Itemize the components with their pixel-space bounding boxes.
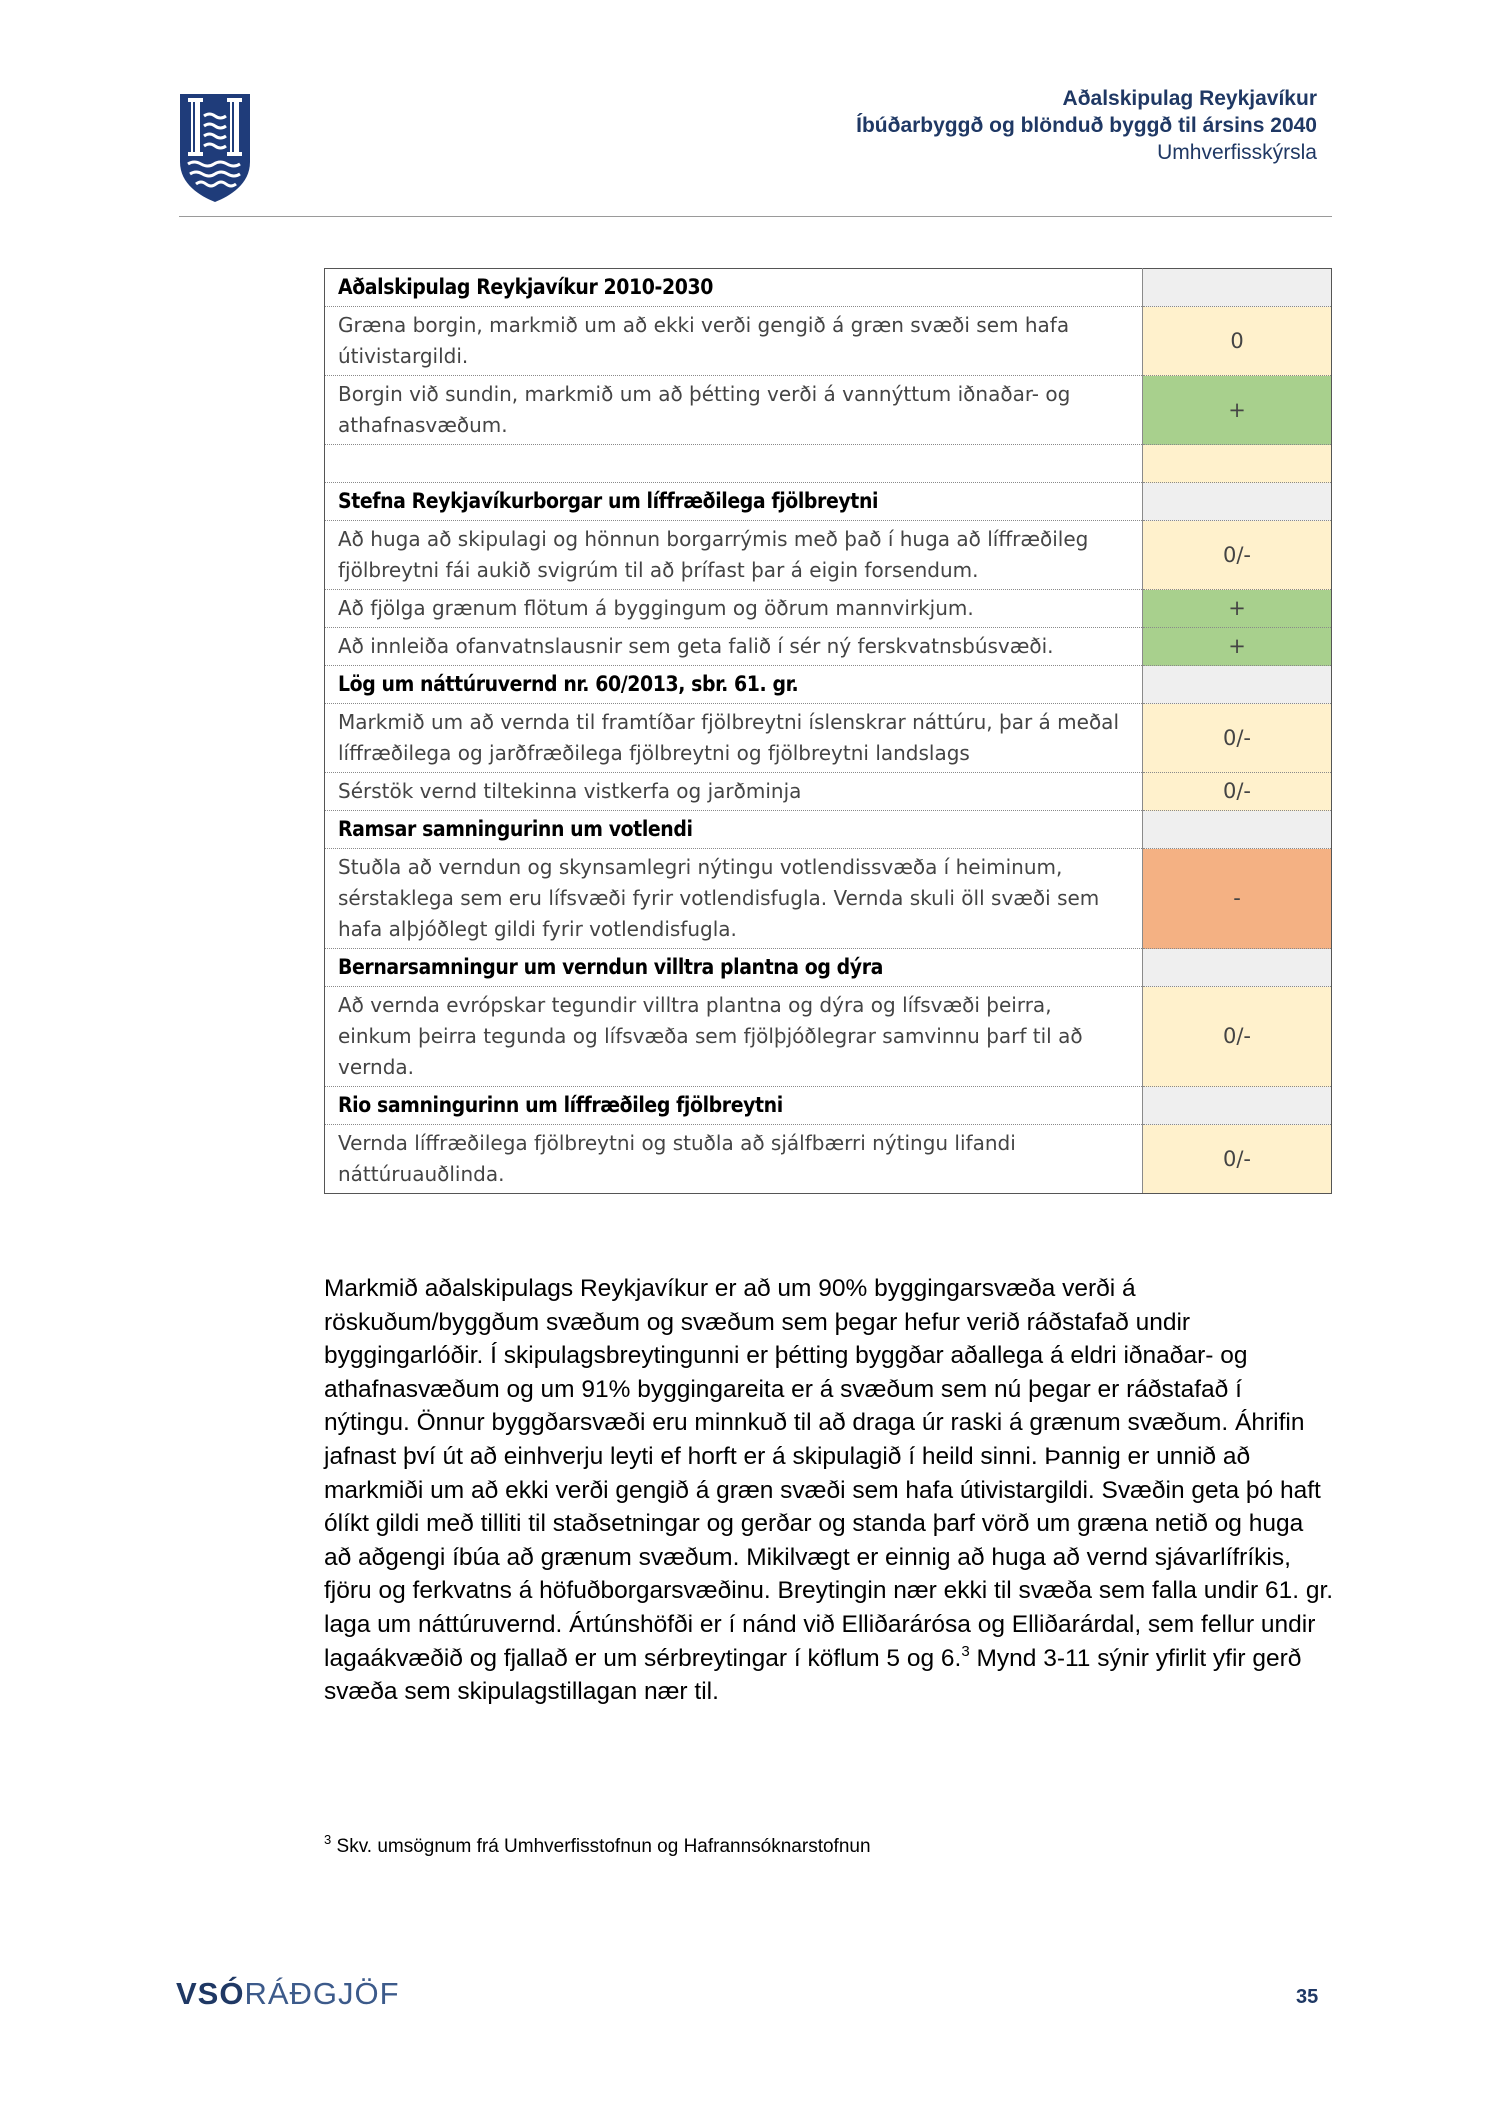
- table-section-heading-row: [325, 483, 1332, 521]
- header-divider: [179, 216, 1332, 217]
- header-title: Aðalskipulag Reykjavíkur: [1062, 87, 1317, 110]
- section-heading-cell: Aðalskipulag Reykjavíkur 2010-2030: [325, 269, 1143, 307]
- table-section-heading-row: [325, 811, 1332, 849]
- table-row: [325, 704, 1332, 773]
- section-heading-cell: Rio samningurinn um líffræðileg fjölbreytni: [325, 1087, 1143, 1125]
- table-section-heading-row: [325, 666, 1332, 704]
- score-cell: +: [1143, 628, 1332, 666]
- criterion-cell: Græna borgin, markmið um að ekki verði gengið á græn svæði sem hafa útivistargildi.: [325, 307, 1143, 376]
- document-header: [856, 86, 1317, 167]
- score-cell: 0/-: [1143, 1125, 1332, 1194]
- footnote: [324, 1832, 871, 1858]
- footer-brand-light: RÁÐGJÖF: [244, 1976, 400, 2011]
- score-cell: 0/-: [1143, 704, 1332, 773]
- score-cell: [1143, 1087, 1332, 1125]
- table-row: [325, 521, 1332, 590]
- body-paragraph: [324, 1272, 1334, 1709]
- table-row: [325, 376, 1332, 445]
- score-cell: [1143, 483, 1332, 521]
- score-cell: 0/-: [1143, 773, 1332, 811]
- criterion-cell: Að huga að skipulagi og hönnun borgarrýmis með það í huga að líffræðileg fjölbreytni fái aukið svigrúm til að þrífast þar á eigin forsendum.: [325, 521, 1143, 590]
- score-cell: 0/-: [1143, 987, 1332, 1087]
- score-cell: [1143, 445, 1332, 483]
- criterion-cell: Að fjölga grænum flötum á byggingum og öðrum mannvirkjum.: [325, 590, 1143, 628]
- score-cell: [1143, 949, 1332, 987]
- criterion-cell: Að innleiða ofanvatnslausnir sem geta falið í sér ný ferskvatnsbúsvæði.: [325, 628, 1143, 666]
- criterion-cell: Stuðla að verndun og skynsamlegri nýtingu votlendissvæða í heiminum, sérstaklega sem eru lífsvæði fyrir votlendisfugla. Vernda skuli öll svæði sem hafa alþjóðlegt gildi fyrir votlendisfugla.: [325, 849, 1143, 949]
- criterion-cell: Að vernda evrópskar tegundir villtra plantna og dýra og lífsvæði þeirra, einkum þeirra tegunda og lífsvæða sem fjölþjóðlegrar samvinnu þarf til að vernda.: [325, 987, 1143, 1087]
- section-heading-cell: Ramsar samningurinn um votlendi: [325, 811, 1143, 849]
- footnote-number: 3: [324, 1832, 332, 1847]
- table-section-heading-row: [325, 1087, 1332, 1125]
- score-cell: 0: [1143, 307, 1332, 376]
- footer-brand-bold: VSÓ: [176, 1976, 245, 2011]
- criterion-cell: Sérstök vernd tiltekinna vistkerfa og jarðminja: [325, 773, 1143, 811]
- table-row: [325, 590, 1332, 628]
- footnote-reference[interactable]: 3: [961, 1642, 970, 1660]
- score-cell: [1143, 269, 1332, 307]
- assessment-table: [324, 268, 1332, 1194]
- criterion-cell: Borgin við sundin, markmið um að þétting verði á vannýttum iðnaðar- og athafnasvæðum.: [325, 376, 1143, 445]
- criterion-cell: [325, 445, 1143, 483]
- table-row: [325, 445, 1332, 483]
- header-report-type: Umhverfisskýrsla: [1157, 140, 1317, 164]
- page-number: 35: [1296, 1986, 1319, 2008]
- section-heading-cell: Stefna Reykjavíkurborgar um líffræðilega fjölbreytni: [325, 483, 1143, 521]
- score-cell: -: [1143, 849, 1332, 949]
- body-paragraph-figure-ref: Mynd 3-11 sýnir yfirlit yfir gerð svæða sem skipulagstillagan nær til.: [324, 1644, 1302, 1706]
- table-row: [325, 773, 1332, 811]
- score-cell: [1143, 811, 1332, 849]
- score-cell: [1143, 666, 1332, 704]
- table-row: [325, 628, 1332, 666]
- table-row: [325, 307, 1332, 376]
- table-row: [325, 987, 1332, 1087]
- section-heading-cell: Lög um náttúruvernd nr. 60/2013, sbr. 61. gr.: [325, 666, 1143, 704]
- table-row: [325, 1125, 1332, 1194]
- score-cell: +: [1143, 590, 1332, 628]
- score-cell: 0/-: [1143, 521, 1332, 590]
- table-section-heading-row: [325, 949, 1332, 987]
- header-subtitle: Íbúðarbyggð og blönduð byggð til ársins 2040: [856, 113, 1317, 137]
- body-paragraph-text: Markmið aðalskipulags Reykjavíkur er að um 90% byggingarsvæða verði á röskuðum/byggðum svæðum og svæðum sem þegar hefur verið ráðstafað undir byggingarlóðir. Í skipulagsbreytingunni er þétting byggðar aðallega á eldri iðnaðar- og athafnasvæðum og um 91% byggingareita er á svæðum sem nú þegar er ráðstafað í nýtingu. Önnur byggðarsvæði eru minnkuð til að draga úr raski á grænum svæðum. Áhrifin jafnast því út að einhverju leyti ef horft er á skipulagið í heild sinni. Þannig er unnið að markmiði um að ekki verði gengið á græn svæði sem hafa útivistargildi. Svæðin geta þó haft ólíkt gildi með tilliti til staðsetningar og gerðar og standa þarf vörð um græna netið og huga að aðgengi íbúa að grænum svæðum. Mikilvægt er einnig að huga að vernd sjávarlífríkis, fjöru og ferkvatns á höfuðborgarsvæðinu. Breytingin nær ekki til svæða sem falla undir 61. gr. laga um náttúruvernd. Ártúnshöfði er í nánd við Elliðarárósa og Elliðarárdal, sem fellur undir lagaákvæðið og fjallað er um sérbreytingar í köflum 5 og 6.: [324, 1275, 1334, 1672]
- criterion-cell: Vernda líffræðilega fjölbreytni og stuðla að sjálfbærri nýtingu lifandi náttúruauðlinda.: [325, 1125, 1143, 1194]
- footnote-text: Skv. umsögnum frá Umhverfisstofnun og Hafrannsóknarstofnun: [336, 1836, 871, 1857]
- criterion-cell: Markmið um að vernda til framtíðar fjölbreytni íslenskrar náttúru, þar á meðal líffræðilega og jarðfræðilega fjölbreytni og fjölbreytni landslags: [325, 704, 1143, 773]
- section-heading-cell: Bernarsamningur um verndun villtra plantna og dýra: [325, 949, 1143, 987]
- table-row: [325, 849, 1332, 949]
- footer-brand-logo: [176, 1976, 400, 2012]
- table-section-heading-row: [325, 269, 1332, 307]
- score-cell: +: [1143, 376, 1332, 445]
- assessment-table-body: [325, 269, 1332, 1194]
- reykjavik-coat-of-arms-icon: [178, 92, 252, 204]
